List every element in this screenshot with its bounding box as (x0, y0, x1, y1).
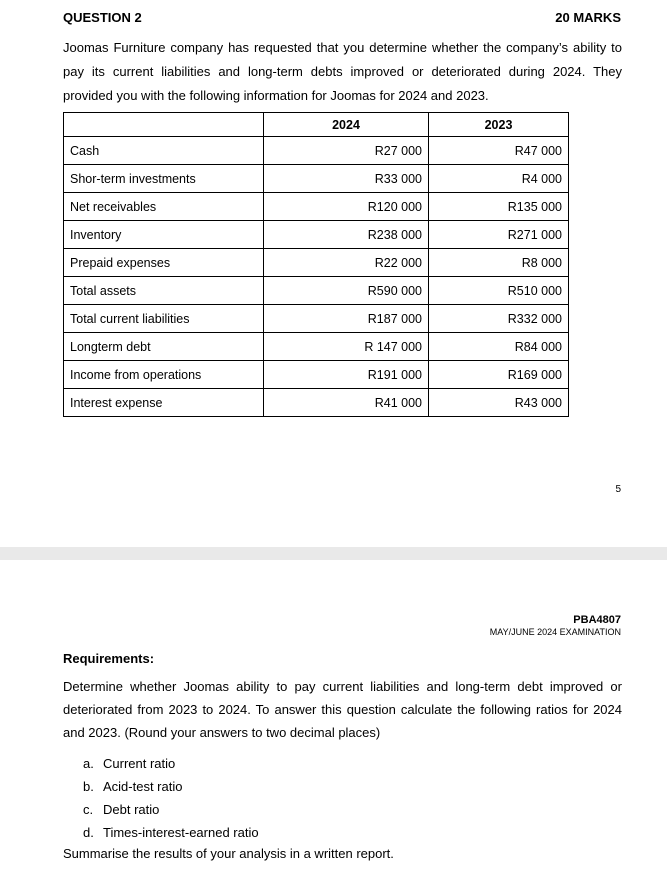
list-item (83, 821, 259, 844)
row-label: Net receivables (64, 193, 264, 221)
row-label: Total assets (64, 277, 264, 305)
row-value-2023: R8 000 (429, 249, 569, 277)
row-label: Shor-term investments (64, 165, 264, 193)
header-2024: 2024 (264, 113, 429, 137)
row-value-2024: R41 000 (264, 389, 429, 417)
requirements-heading: Requirements: (63, 651, 155, 666)
ratio-list (83, 752, 259, 844)
financial-data-table (63, 112, 569, 417)
row-label: Cash (64, 137, 264, 165)
row-value-2023: R510 000 (429, 277, 569, 305)
row-label: Inventory (64, 221, 264, 249)
list-item (83, 798, 259, 821)
header-2023: 2023 (429, 113, 569, 137)
table-row (64, 389, 569, 417)
list-item-letter: d. (83, 825, 94, 840)
list-item (83, 752, 259, 775)
row-value-2024: R191 000 (264, 361, 429, 389)
requirements-text: Determine whether Joomas ability to pay current liabilities and long-term debt improved or deteriorated from 2023 to 2024. To answer this question calculate the following ratios for 2024 and 2023. (Round your answers to two decimal places) (63, 679, 622, 740)
list-item-label: Acid-test ratio (103, 779, 183, 794)
row-value-2023: R169 000 (429, 361, 569, 389)
table-row (64, 221, 569, 249)
question-title: QUESTION 2 (63, 10, 142, 25)
row-value-2024: R27 000 (264, 137, 429, 165)
list-item-letter: c. (83, 802, 94, 817)
row-value-2023: R47 000 (429, 137, 569, 165)
row-value-2023: R4 000 (429, 165, 569, 193)
row-label: Total current liabilities (64, 305, 264, 333)
list-item-letter: b. (83, 779, 94, 794)
row-value-2024: R 147 000 (264, 333, 429, 361)
row-value-2024: R187 000 (264, 305, 429, 333)
row-value-2023: R43 000 (429, 389, 569, 417)
table-header-row (64, 113, 569, 137)
list-item-letter: a. (83, 756, 94, 771)
question-marks: 20 MARKS (555, 10, 621, 25)
table-row (64, 137, 569, 165)
row-value-2024: R590 000 (264, 277, 429, 305)
question-intro: Joomas Furniture company has requested that you determine whether the company’s ability to pay its current liabilities and long-term debts improved or deteriorated during 2024. They provided you with the following information for Joomas for 2024 and 2023. (63, 40, 622, 103)
table-row (64, 277, 569, 305)
list-item-label: Current ratio (103, 756, 176, 771)
row-label: Income from operations (64, 361, 264, 389)
list-item-label: Times-interest-earned ratio (103, 825, 259, 840)
row-value-2024: R238 000 (264, 221, 429, 249)
row-label: Prepaid expenses (64, 249, 264, 277)
list-item-label: Debt ratio (103, 802, 160, 817)
row-value-2023: R271 000 (429, 221, 569, 249)
list-item (83, 775, 259, 798)
summary-instruction: Summarise the results of your analysis in a written report. (63, 846, 394, 861)
row-value-2023: R332 000 (429, 305, 569, 333)
row-value-2024: R33 000 (264, 165, 429, 193)
row-value-2023: R84 000 (429, 333, 569, 361)
exam-session: MAY/JUNE 2024 EXAMINATION (489, 627, 621, 637)
table-row (64, 249, 569, 277)
table-row (64, 193, 569, 221)
table-row (64, 165, 569, 193)
row-label: Interest expense (64, 389, 264, 417)
row-value-2023: R135 000 (429, 193, 569, 221)
header-label (64, 113, 264, 137)
row-value-2024: R22 000 (264, 249, 429, 277)
row-value-2024: R120 000 (264, 193, 429, 221)
exam-page-2 (0, 560, 667, 885)
module-code: PBA4807 (573, 614, 621, 626)
table-row (64, 333, 569, 361)
row-label: Longterm debt (64, 333, 264, 361)
page-number: 5 (615, 484, 621, 495)
table-row (64, 305, 569, 333)
table-row (64, 361, 569, 389)
